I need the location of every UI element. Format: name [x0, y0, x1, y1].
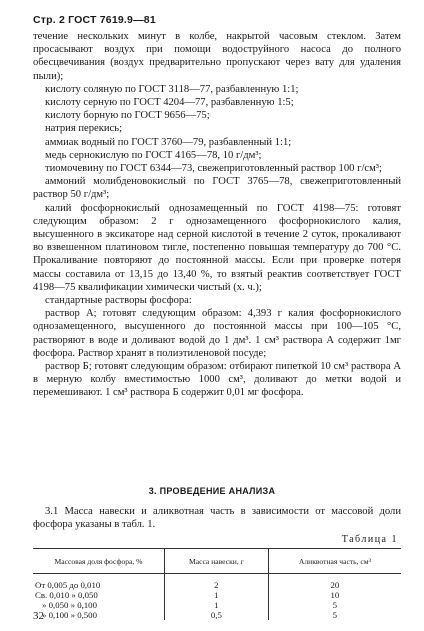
- paragraph-3-1: 3.1 Масса навески и аликвотная часть в зависимости от массовой доли фосфора указаны в табл. 1.: [33, 506, 401, 531]
- table-row: [33, 574, 401, 591]
- reagent-item: натрия перекись;: [45, 123, 123, 135]
- paragraph: течение нескольких минут в колбе, накрытой часовым стеклом. Затем просасывают воздух при помощи водоструйного насоса до полного обесцвечивания (воздух предварительно пропускают через вату для удаления пыли);: [33, 31, 401, 82]
- table-row: [33, 600, 401, 610]
- solution-b: раствор Б; готовят следующим образом: отбирают пипеткой 10 см³ раствора А в мерную колбу вместимостью 1000 см³, доливают до метки водой и перемешивают. 1 см³ раствора Б содержит 0,01 мг фосфора.: [33, 361, 401, 399]
- reagent-item: стандартные растворы фосфора:: [45, 295, 192, 307]
- reagent-item: медь сернокислую по ГОСТ 4165—78, 10 г/дм³;: [45, 149, 262, 161]
- table-cell: 5: [268, 600, 401, 610]
- table-header-row: [33, 549, 401, 574]
- table-cell: 20: [268, 574, 401, 591]
- table-cell: От 0,005 до 0,010: [35, 580, 101, 590]
- column-header: Массовая доля фосфора, %: [33, 549, 165, 574]
- table-cell: 1: [165, 590, 269, 600]
- reagent-item: тиомочевину по ГОСТ 6344—73, свежеприготовленный раствор 100 г/см³;: [45, 163, 382, 175]
- reagent-item: кислоту соляную по ГОСТ 3118—77, разбавленную 1:1;: [45, 83, 299, 95]
- table-cell: 0,5: [165, 610, 269, 620]
- table-cell: 10: [268, 590, 401, 600]
- column-header: Масса навески, г: [165, 549, 269, 574]
- table-row: [33, 610, 401, 620]
- solution-a: раствор А; готовят следующим образом: 4,393 г калия фосфорнокислого однозамещенного, высушенного до постоянной массы при 100—105 °С, растворяют в воде и доливают водой до 1 дм³. 1 см³ раствора А содержит 1мг фосфора. Раствор хранят в полиэтиленовой посуде;: [33, 308, 401, 359]
- section-title: 3. ПРОВЕДЕНИЕ АНАЛИЗА: [148, 486, 276, 496]
- column-header: Аликвотная часть, см³: [268, 549, 401, 574]
- page-header: Стр. 2 ГОСТ 7619.9—81: [33, 14, 156, 26]
- table-caption: Таблица 1: [341, 534, 398, 545]
- page-number: 32: [33, 610, 44, 622]
- table-cell: Св. 0,010 » 0,050: [35, 590, 98, 600]
- table-cell: 1: [165, 600, 269, 610]
- table-cell: 5: [268, 610, 401, 620]
- reagent-item: кислоту борную по ГОСТ 9656—75;: [45, 110, 210, 122]
- reagent-item: аммиак водный по ГОСТ 3760—79, разбавленный 1:1;: [45, 136, 292, 148]
- table-row: [33, 590, 401, 600]
- reagent-item: кислоту серную по ГОСТ 4204—77, разбавленную 1:5;: [45, 97, 294, 109]
- table-cell: » 0,050 » 0,100: [42, 600, 97, 610]
- reagent-item: аммоний молибденовокислый по ГОСТ 3765—78, свежеприготовленный раствор 50 г/дм³;: [33, 176, 401, 201]
- table-cell: 2: [165, 574, 269, 591]
- table-cell: » 0,100 » 0,500: [42, 610, 97, 620]
- body-text: [33, 30, 401, 400]
- reagent-item: калий фосфорнокислый однозамещенный по ГОСТ 4198—75: готовят следующим образом: 2 г однозамещенного фосфорнокислого калия, высушенного в эксикаторе над серной кислотой в течение 2 суток, прокаливают во взвешенном платиновом тигле, постепенно повышая температуру до 700 °С. Прокаливание повторяют до постоянной массы. Если при проверке потеря массы составила от 13,15 до 13,40 %, то взятый реактив соответствует ГОСТ 4198—75 квалификации химически чистый (х. ч.);: [33, 202, 401, 293]
- data-table: [33, 548, 401, 620]
